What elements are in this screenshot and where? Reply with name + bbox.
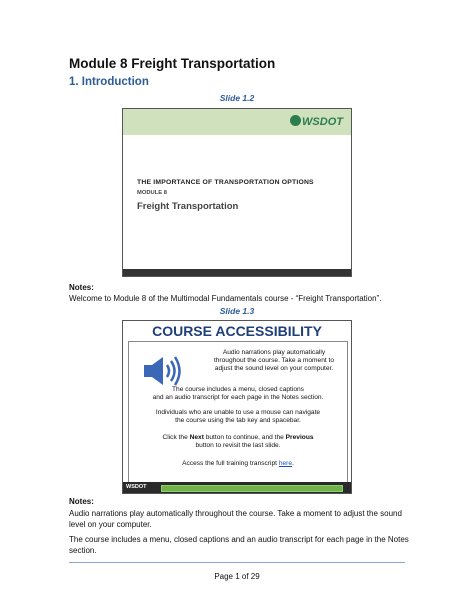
progress-bar: [161, 485, 343, 492]
slide-1-2-image: [122, 108, 352, 277]
notes-text: Welcome to Module 8 of the Multimodal Fundamentals course - “Freight Transportation”.: [69, 294, 382, 303]
navigation-line-2: button to revisit the last slide.: [195, 442, 281, 449]
transcript-link[interactable]: here: [278, 460, 293, 467]
wsdot-logo: WSDOT: [290, 115, 343, 128]
player-control-bar: [123, 482, 351, 493]
slide-module-name: Freight Transportation: [137, 201, 239, 212]
slide-caption: Slide 1.2: [219, 93, 255, 103]
transcript-line: Access the full training transcript here.: [182, 460, 294, 467]
slide-title: COURSE ACCESSIBILITY: [152, 323, 322, 339]
slide-module-label: MODULE 8: [137, 190, 167, 196]
footer-divider: [69, 562, 405, 563]
speaker-icon: [143, 354, 183, 388]
notes-label: Notes:: [69, 283, 94, 292]
menu-captions-line-2: and an audio transcript for each page in the Notes section.: [152, 394, 324, 401]
slide-headline: THE IMPORTANCE OF TRANSPORTATION OPTIONS: [137, 179, 314, 186]
keyboard-line-1: Individuals who are unable to use a mouse can navigate: [155, 409, 321, 416]
keyboard-line-2: the course using the tab key and spacebar.: [175, 417, 301, 424]
slide-caption: Slide 1.3: [219, 306, 255, 316]
navigation-line-1: Click the Next button to continue, and the Previous: [162, 434, 314, 441]
player-logo: WSDOT: [126, 484, 147, 490]
page-number: Page 1 of 29: [214, 572, 260, 581]
menu-captions-line-1: The course includes a menu, closed captions: [172, 386, 304, 393]
accessibility-panel: [128, 341, 348, 483]
notes-label: Notes:: [69, 497, 94, 506]
document-title: Module 8 Freight Transportation: [69, 56, 276, 71]
slide-footer-band: [123, 269, 351, 276]
slide-1-3-image: [122, 320, 352, 494]
notes-paragraph-2: The course includes a menu, closed captions and an audio transcript for each page in the Notes section.: [69, 535, 409, 555]
section-heading: 1. Introduction: [69, 76, 149, 88]
wsdot-mark-icon: [290, 115, 301, 126]
audio-narration-text: Audio narrations play automatically throughout the course. Take a moment to adjust the sound level on your computer.: [213, 349, 335, 373]
slide-header-band: [123, 109, 351, 135]
notes-paragraph-1: Audio narrations play automatically throughout the course. Take a moment to adjust the sound level on your computer.: [69, 509, 402, 529]
